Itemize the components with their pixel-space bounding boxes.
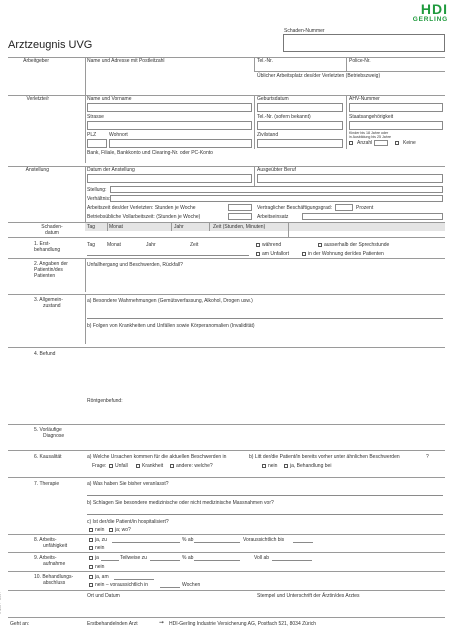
employer-name-field[interactable] — [87, 65, 251, 91]
incapacity-until-label: Voraussichtlich bis — [243, 537, 285, 543]
cause-other-checkbox[interactable] — [170, 464, 174, 468]
observations-b-field[interactable] — [87, 330, 443, 343]
injured-birth-label: Geburtsdatum — [257, 96, 289, 102]
causality-question-label: Frage: — [92, 463, 107, 469]
at-accident-site-label: am Unfallort — [262, 251, 289, 257]
section-arbeitgeber: Arbeitgeber — [23, 58, 49, 64]
arrow-icon: ➞ — [159, 619, 165, 626]
at-patient-home-label: in der Wohnung der/des Patienten — [308, 251, 384, 257]
injured-zivilstand-field[interactable] — [257, 139, 343, 148]
completion-yes-checkbox[interactable] — [89, 575, 93, 579]
injured-name-field[interactable] — [87, 103, 252, 112]
damage-year-label: Jahr — [174, 224, 184, 230]
injured-wohnort-label: Wohnort — [109, 132, 128, 138]
claim-number-label: Schaden-Nummer — [284, 28, 325, 34]
observations-b-label: b) Folgen von Krankheiten und Unfällen sowie Körperanomalien (Invalidität) — [87, 323, 255, 329]
completion-yes-label: ja, am — [95, 574, 109, 580]
findings-field[interactable] — [87, 350, 443, 394]
xray-label: Röntgenbefund: — [87, 398, 123, 404]
resume-partial-label: Teilweise zu — [120, 555, 147, 561]
section-arbeitsunfaehigkeit-1: 8. Arbeits- — [34, 537, 57, 543]
section-angaben-3: Patienten — [34, 273, 56, 279]
resume-no-label: nein — [95, 564, 105, 570]
page-title: Arztzeugnis UVG — [8, 39, 93, 51]
employment-verhaeltnis-label: Verhältnis: — [87, 196, 111, 202]
causality-b-label: b) Litt der/die Patient/in bereits vorher unter ähnlichen Beschwerden — [249, 454, 400, 460]
send-to-label: Geht an: — [10, 621, 30, 627]
resume-pct-label: % ab — [182, 555, 194, 561]
completion-weeks-label: Wochen — [182, 582, 201, 588]
stamp-signature-field[interactable] — [257, 601, 443, 615]
diagnosis-field[interactable] — [87, 427, 443, 447]
employer-tel-label: Tel.-Nr. — [257, 58, 273, 64]
therapy-c-label: c) Ist der/die Patient/in hospitalisiert? — [87, 519, 169, 525]
logo-subtext: GERLING — [412, 16, 448, 23]
place-date-field[interactable] — [87, 601, 251, 615]
section-erstbehandlung-1: 1. Erst- — [34, 241, 51, 247]
employment-fulltime-field[interactable] — [228, 213, 252, 220]
injured-nationality-label: Staatsangehörigkeit — [349, 114, 394, 120]
employer-workplace-label: Üblicher Arbeitsplatz des/der Verletzten (Betriebszweig) — [257, 73, 381, 79]
incapacity-yes-label: ja, zu — [95, 537, 107, 543]
hospital-no-checkbox[interactable] — [89, 528, 93, 532]
section-kausalitaet: 6. Kausalität — [34, 454, 62, 460]
treatment-time-label: Zeit — [190, 242, 199, 248]
employment-verhaeltnis-field[interactable] — [110, 195, 443, 202]
employment-beruf-label: Ausgeübter Beruf — [257, 167, 296, 173]
accident-description-label: Unfallhergang und Beschwerden, Rückfall? — [87, 262, 183, 268]
injured-birth-field[interactable] — [257, 103, 343, 112]
recipient-insurer: HDI-Gerling Industrie Versicherung AG, Postfach 521, 8034 Zürich — [169, 621, 317, 627]
children-none-checkbox[interactable] — [395, 141, 399, 145]
incapacity-pct-label: % ab — [182, 537, 194, 543]
form-code — [0, 592, 2, 615]
at-accident-site-checkbox[interactable] — [256, 252, 260, 256]
section-verletzter: Verletzte/r — [26, 96, 49, 102]
injured-name-label: Name und Vorname — [87, 96, 132, 102]
during-hours-checkbox[interactable] — [256, 243, 260, 247]
section-arbeitsunfaehigkeit-2: unfähigkeit — [43, 543, 68, 549]
resume-yes-field[interactable] — [101, 555, 119, 561]
employment-hours-label: Arbeitszeit des/der Verletzten: Stunden je Woche — [87, 205, 196, 211]
resume-yes-label: ja — [95, 555, 99, 561]
employment-stellung-field[interactable] — [110, 186, 443, 193]
logo-text: HDI — [420, 1, 448, 17]
resume-partial-field[interactable] — [150, 555, 180, 561]
outside-hours-checkbox[interactable] — [318, 243, 322, 247]
section-arbeitsaufnahme-2: aufnahme — [43, 561, 66, 567]
at-patient-home-checkbox[interactable] — [302, 252, 306, 256]
employment-date-label: Datum der Anstellung — [87, 167, 135, 173]
section-schadendatum-2: datum — [45, 230, 59, 236]
injured-bank-label: Bank, Filiale, Bankkonto und Clearing-Nr. oder PC-Konto — [87, 150, 213, 156]
employment-degree-field[interactable] — [335, 204, 353, 211]
section-allgemein-1: 3. Allgemein- — [34, 297, 63, 303]
treatment-year-label: Jahr — [146, 242, 156, 248]
section-angaben-1: 2. Angaben der — [34, 261, 68, 267]
injured-plz-field[interactable] — [87, 139, 107, 148]
employment-fulltime-label: Betriebsübliche Vollarbeitszeit: (Stunden je Woche) — [87, 214, 201, 220]
cause-illness-checkbox[interactable] — [136, 464, 140, 468]
resume-from-field[interactable] — [194, 555, 240, 561]
incapacity-percent-field[interactable] — [112, 537, 180, 543]
therapy-a-label: a) Was haben Sie bisher veranlasst? — [87, 481, 169, 487]
claim-number-box[interactable] — [283, 34, 445, 52]
injured-plz-label: PLZ — [87, 132, 97, 138]
company-logo — [402, 2, 448, 26]
prior-no-checkbox[interactable] — [262, 464, 266, 468]
therapy-b-label: b) Schlagen Sie besondere medizinische oder nicht medizinische Massnahmen vor? — [87, 500, 274, 506]
incapacity-yes-checkbox[interactable] — [89, 538, 93, 542]
section-schadendatum-1: Schaden- — [41, 224, 63, 230]
treatment-month-label: Monat — [107, 242, 121, 248]
prior-no-label: nein — [268, 463, 278, 469]
injured-bank-field[interactable] — [87, 157, 443, 163]
incapacity-until-field[interactable] — [293, 537, 313, 543]
injured-street-label: Strasse — [87, 114, 104, 120]
prior-yes-label: ja, Behandlung bei — [290, 463, 332, 469]
during-hours-label: während — [262, 242, 282, 248]
employer-police-label: Police-Nr. — [349, 58, 371, 64]
children-note-1: Kinder bis 18 Jahre oder — [349, 131, 389, 135]
employment-degree-label: Vertraglicher Beschäftigungsgrad: — [257, 205, 333, 211]
hospital-yes-label: ja; wo? — [115, 527, 131, 533]
incapacity-no-label: nein — [95, 545, 105, 551]
prior-yes-checkbox[interactable] — [284, 464, 288, 468]
employment-prozent-label: Prozent — [356, 205, 374, 211]
place-date-label: Ort und Datum — [87, 593, 120, 599]
treatment-day-label: Tag — [87, 242, 96, 248]
recipient-doctor: Erstbehandelnden Arzt — [87, 621, 138, 627]
damage-day-label: Tag — [87, 224, 96, 230]
hospital-no-label: nein — [95, 527, 105, 533]
hospital-yes-checkbox[interactable] — [109, 528, 113, 532]
employment-einsatz-label: Arbeitseinsatz — [257, 214, 289, 220]
children-count-field[interactable] — [374, 140, 388, 146]
children-note-2: in Ausbildung bis 25 Jahre — [349, 135, 391, 139]
employment-beruf-field[interactable] — [257, 174, 443, 183]
section-diagnose-1: 5. Vorläufige — [34, 427, 62, 433]
injured-nationality-field[interactable] — [349, 121, 443, 130]
completion-no-checkbox[interactable] — [89, 583, 93, 587]
employment-einsatz-field[interactable] — [302, 213, 443, 220]
employment-date-field[interactable] — [87, 174, 252, 183]
employer-name-label: Name und Adresse mit Postleitzahl — [87, 58, 165, 64]
causality-a-label: a) Welche Ursachen kommen für die aktuellen Beschwerden in — [87, 454, 227, 460]
injured-ahv-field[interactable] — [349, 103, 443, 112]
section-anstellung: Anstellung — [25, 167, 49, 173]
employment-stellung-label: Stellung: — [87, 187, 107, 193]
incapacity-from-field[interactable] — [194, 537, 240, 543]
stamp-signature-label: Stempel und Unterschrift der Ärztin/des Arztes — [257, 593, 360, 599]
section-abschluss-1: 10. Behandlungs- — [34, 574, 74, 580]
treatment-date-field[interactable] — [87, 249, 249, 256]
employment-hours-field[interactable] — [228, 204, 252, 211]
damage-month-label: Monat — [109, 224, 123, 230]
injured-zivilstand-label: Zivilstand — [257, 132, 279, 138]
incapacity-no-checkbox[interactable] — [89, 546, 93, 550]
therapy-a-field[interactable] — [87, 488, 443, 496]
section-erstbehandlung-2: behandlung — [34, 247, 61, 253]
outside-hours-label: ausserhalb der Sprechstunde — [324, 242, 390, 248]
section-befund: 4. Befund — [34, 351, 56, 357]
section-therapie: 7. Therapie — [34, 481, 60, 487]
employer-police-field[interactable] — [349, 64, 443, 70]
section-arbeitsaufnahme-1: 9. Arbeits- — [34, 555, 57, 561]
xray-field[interactable] — [87, 405, 443, 419]
injured-tel-field[interactable] — [257, 121, 343, 130]
children-count-checkbox[interactable] — [349, 141, 353, 145]
children-none-label: Keine — [403, 140, 416, 146]
section-angaben-2: Patientin/des — [34, 267, 63, 273]
observations-a-label: a) Besondere Wahrnehmungen (Gemütsverfassung, Alkohol, Drogen usw.) — [87, 298, 253, 304]
section-allgemein-2: zustand — [43, 303, 61, 309]
completion-weeks-field[interactable] — [160, 582, 180, 588]
completion-date-field[interactable] — [114, 574, 154, 580]
observations-a-field[interactable] — [87, 305, 443, 319]
section-diagnose-2: Diagnose — [43, 433, 65, 439]
cause-accident-checkbox[interactable] — [109, 464, 113, 468]
resume-full-field[interactable] — [272, 555, 312, 561]
resume-no-checkbox[interactable] — [89, 565, 93, 569]
cause-accident-label: Unfall — [115, 463, 128, 469]
section-abschluss-2: abschluss — [43, 580, 66, 586]
injured-street-field[interactable] — [87, 121, 252, 130]
injured-tel-label: Tel.-Nr. (sofern bekannt) — [257, 114, 311, 120]
accident-description-field[interactable] — [87, 269, 443, 291]
injured-wohnort-field[interactable] — [109, 139, 252, 148]
resume-full-label: Voll ab — [254, 555, 270, 561]
employer-tel-field[interactable] — [257, 64, 343, 70]
cause-other-label: andere: welche? — [176, 463, 213, 469]
damage-time-label: Zeit (Stunden, Minuten) — [213, 224, 266, 230]
children-count-label: Anzahl — [357, 140, 373, 146]
completion-no-label: nein – voraussichtlich in — [95, 582, 149, 588]
injured-ahv-label: AHV-Nummer — [349, 96, 380, 102]
cause-illness-label: Krankheit — [142, 463, 164, 469]
therapy-b-field[interactable] — [87, 507, 443, 515]
resume-yes-checkbox[interactable] — [89, 556, 93, 560]
causality-b-qmark: ? — [426, 454, 429, 460]
